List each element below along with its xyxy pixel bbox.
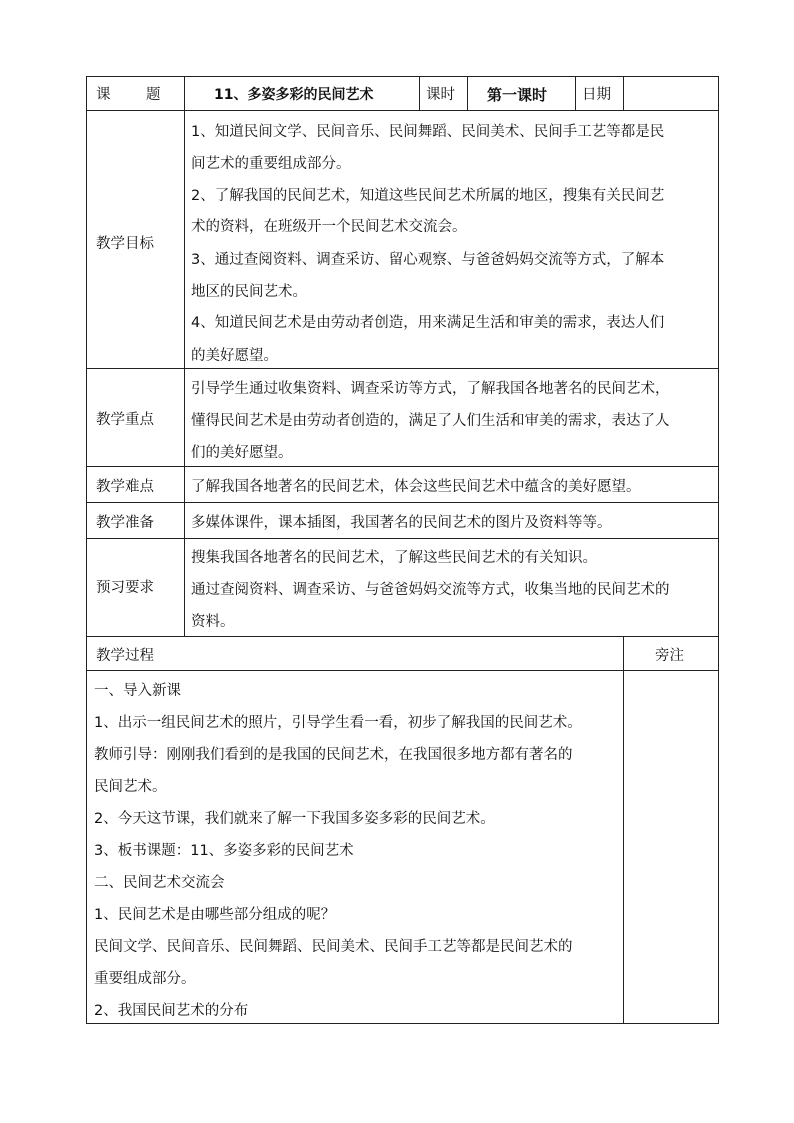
subject-label-1: 课	[96, 87, 111, 103]
table-border	[419, 76, 420, 111]
process-line: 2、今天这节课，我们就来了解一下我国多姿多彩的民间艺术。	[94, 811, 495, 827]
table-border	[575, 76, 576, 111]
preview-line: 通过查阅资料、调查采访、与爸爸妈妈交流等方式，收集当地的民间艺术的	[191, 582, 670, 598]
preparation-label: 教学准备	[96, 515, 154, 531]
preview-line: 搜集我国各地著名的民间艺术，了解这些民间艺术的有关知识。	[191, 550, 597, 566]
table-border	[86, 466, 719, 467]
table-border	[86, 670, 719, 671]
table-border	[184, 76, 185, 637]
process-line: 重要组成部分。	[94, 971, 196, 987]
objectives-line: 地区的民间艺术。	[191, 284, 307, 300]
process-line: 3、板书课题：11、多姿多彩的民间艺术	[94, 843, 354, 859]
table-border	[86, 110, 719, 111]
preview-label: 预习要求	[96, 580, 154, 596]
objectives-line: 4、知道民间艺术是由劳动者创造，用来满足生活和审美的需求，表达人们	[191, 315, 665, 331]
objectives-line: 2、了解我国的民间艺术，知道这些民间艺术所属的地区，搜集有关民间艺	[191, 188, 665, 204]
objectives-line: 的美好愿望。	[191, 348, 278, 364]
subject-label-2: 题	[146, 87, 161, 103]
process-line: 2、我国民间艺术的分布	[94, 1003, 249, 1019]
date-label: 日期	[582, 87, 611, 103]
process-label: 教学过程	[96, 648, 154, 664]
objectives-line: 1、知道民间文学、民间音乐、民间舞蹈、民间美术、民间手工艺等都是民	[191, 124, 665, 140]
objectives-line: 3、通过查阅资料、调查采访、留心观察、与爸爸妈妈交流等方式，了解本	[191, 252, 665, 268]
table-border	[86, 368, 719, 369]
table-border	[86, 502, 719, 503]
difficulties-label: 教学难点	[96, 479, 154, 495]
table-border	[86, 636, 719, 637]
process-line: 1、民间艺术是由哪些部分组成的呢？	[94, 907, 336, 923]
period-label: 课时	[426, 87, 455, 103]
objectives-line: 间艺术的重要组成部分。	[191, 156, 351, 172]
preparation-text: 多媒体课件，课本插图，我国著名的民间艺术的图片及资料等等。	[191, 515, 612, 531]
objectives-label: 教学目标	[96, 236, 154, 252]
table-border	[86, 1023, 719, 1024]
process-line: 民间文学、民间音乐、民间舞蹈、民间美术、民间手工艺等都是民间艺术的	[94, 939, 573, 955]
process-line: 一、导入新课	[94, 683, 181, 699]
lesson-title: 11、多姿多彩的民间艺术	[214, 87, 374, 103]
process-line: 民间艺术。	[94, 779, 167, 795]
process-line: 教师引导：刚刚我们看到的是我国的民间艺术，在我国很多地方都有著名的	[94, 747, 573, 763]
period-value: 第一课时	[487, 86, 548, 104]
difficulties-text: 了解我国各地著名的民间艺术，体会这些民间艺术中蕴含的美好愿望。	[191, 479, 641, 495]
table-border	[86, 76, 719, 77]
key-points-label: 教学重点	[96, 412, 154, 428]
process-line: 二、民间艺术交流会	[94, 875, 225, 891]
notes-label: 旁注	[655, 648, 684, 664]
preview-line: 资料。	[191, 614, 235, 630]
objectives-line: 术的资料，在班级开一个民间艺术交流会。	[191, 219, 467, 235]
table-border	[623, 76, 624, 111]
key-points-line: 引导学生通过收集资料、调查采访等方式，了解我国各地著名的民间艺术，	[191, 381, 670, 397]
key-points-line: 们的美好愿望。	[191, 445, 293, 461]
table-border	[86, 76, 87, 1024]
table-border	[623, 636, 624, 1024]
process-line: 1、出示一组民间艺术的照片，引导学生看一看，初步了解我国的民间艺术。	[94, 715, 582, 731]
table-border	[86, 538, 719, 539]
key-points-line: 懂得民间艺术是由劳动者创造的，满足了人们生活和审美的需求，表达了人	[191, 413, 670, 429]
table-border	[718, 76, 719, 1024]
table-border	[467, 76, 468, 111]
